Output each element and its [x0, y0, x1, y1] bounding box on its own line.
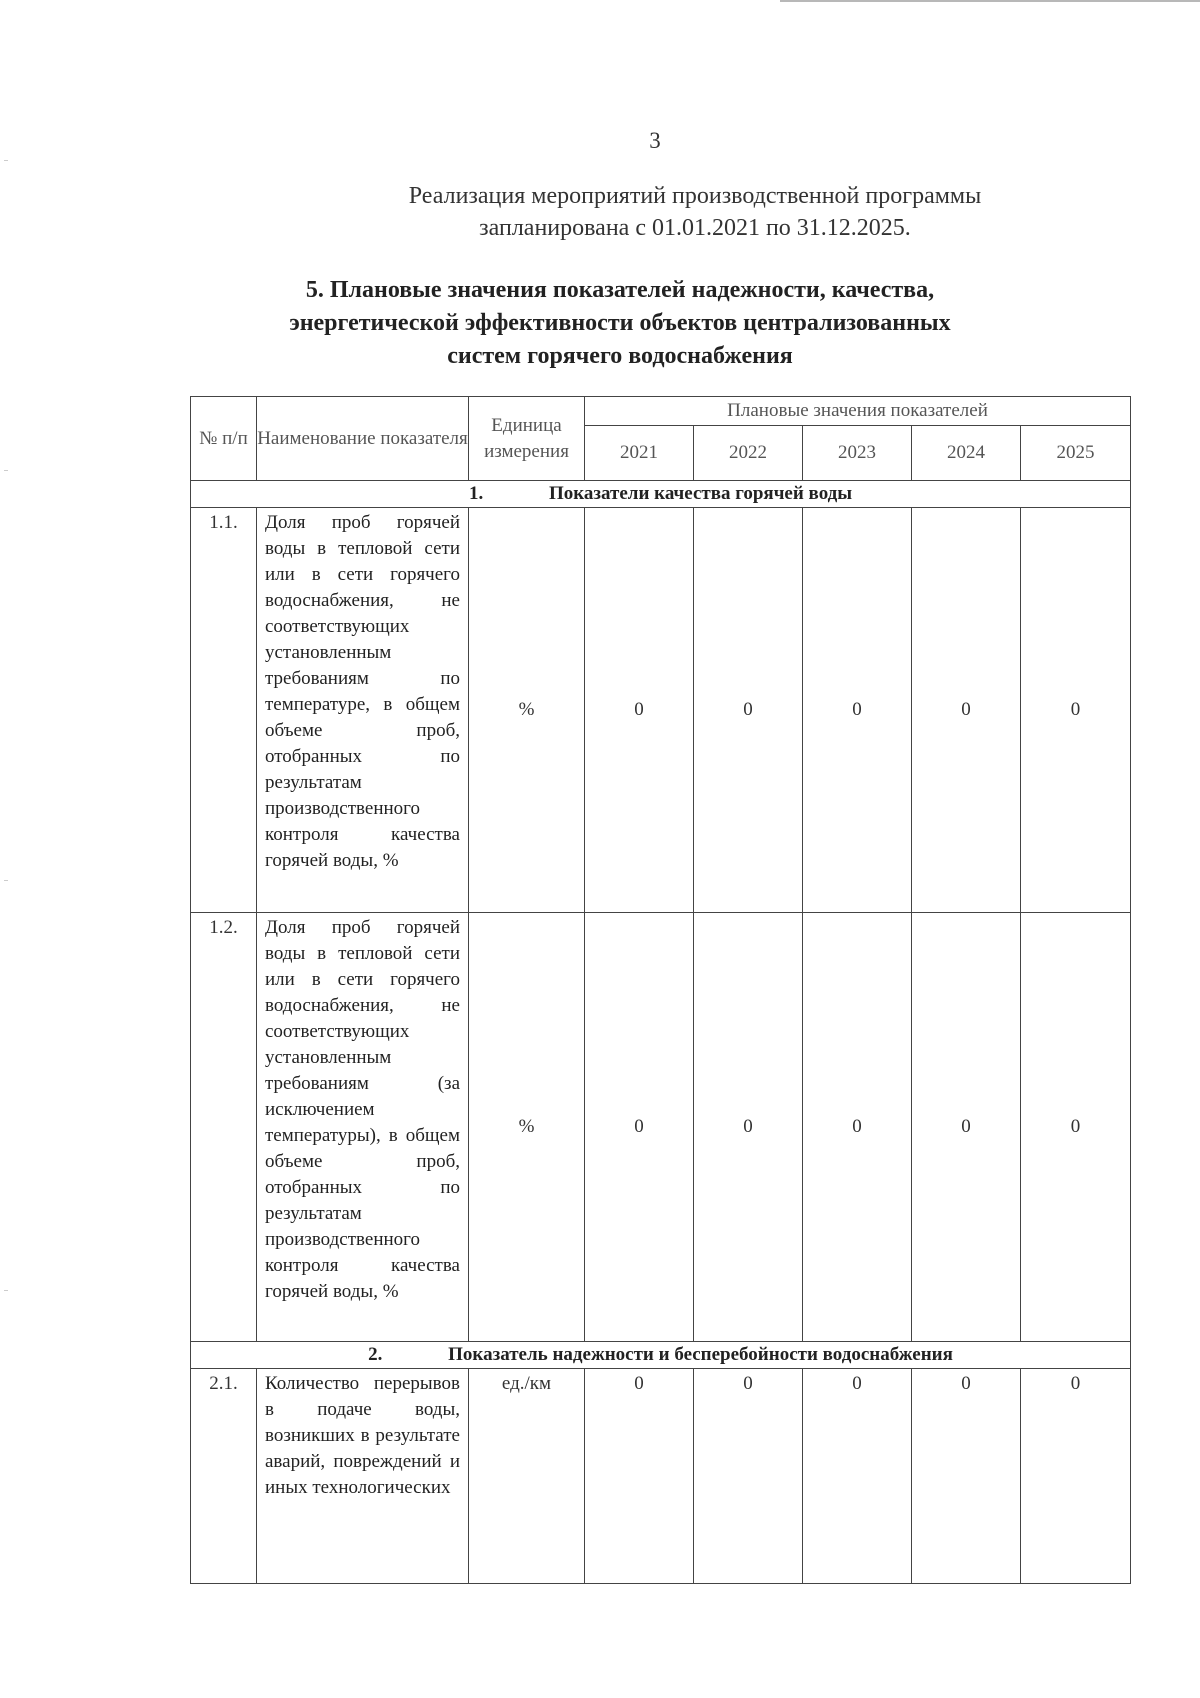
row-value: 0 — [585, 1369, 694, 1584]
section-heading — [191, 481, 1131, 508]
row-value: 0 — [585, 913, 694, 1342]
indicators-table — [190, 396, 1131, 1584]
table-row — [191, 1369, 1131, 1584]
header-year: 2023 — [803, 426, 912, 481]
header-row — [191, 397, 1131, 426]
section-title-text: Показатели качества горячей воды — [548, 483, 853, 504]
intro-line-1: Реализация мероприятий производственной программы — [408, 183, 982, 209]
section-heading — [191, 1342, 1131, 1369]
row-value: 0 — [585, 508, 694, 913]
row-number: 1.1. — [191, 508, 257, 913]
header-year: 2022 — [694, 426, 803, 481]
header-name: Наименование показателя — [257, 397, 469, 481]
header-unit: Единица измерения — [469, 397, 585, 481]
row-name: Доля проб горячей воды в тепловой сети или в сети горячего водоснабжения, не соответствующих установленным требованиям (за исключением температуры), в общем объеме проб, отобранных по результатам производственного контроля качества горячей воды, % — [257, 913, 469, 1342]
section-number: 2. — [368, 1344, 383, 1365]
row-value: 0 — [694, 1369, 803, 1584]
intro-paragraph — [0, 180, 1200, 244]
row-value: 0 — [1021, 1369, 1131, 1584]
row-value: 0 — [1021, 508, 1131, 913]
row-value: 0 — [912, 913, 1021, 1342]
row-unit: % — [469, 508, 585, 913]
row-value: 0 — [912, 1369, 1021, 1584]
page-number: 3 — [649, 128, 661, 153]
top-edge-rule — [780, 0, 1200, 2]
row-value: 0 — [803, 508, 912, 913]
section-number: 1. — [468, 483, 484, 504]
row-number: 1.2. — [191, 913, 257, 1342]
section-title-line-3: систем горячего водоснабжения — [447, 343, 793, 369]
header-year: 2025 — [1021, 426, 1131, 481]
section-row — [191, 481, 1131, 508]
scan-edge-marks — [4, 0, 8, 1698]
table-row — [191, 913, 1131, 1342]
table-row — [191, 508, 1131, 913]
section-title-line-2: энергетической эффективности объектов централизованных — [289, 310, 951, 336]
row-number: 2.1. — [191, 1369, 257, 1584]
header-number: № п/п — [191, 397, 257, 481]
section-row — [191, 1342, 1131, 1369]
row-name: Доля проб горячей воды в тепловой сети или в сети горячего водоснабжения, не соответствующих установленным требованиям по температуре, в общем объеме проб, отобранных по результатам производственного контроля качества горячей воды, % — [257, 508, 469, 913]
header-planned-values: Плановые значения показателей — [585, 397, 1131, 426]
row-value: 0 — [803, 913, 912, 1342]
row-value: 0 — [1021, 913, 1131, 1342]
section-title-line-1: 5. Плановые значения показателей надежности, качества, — [305, 277, 935, 303]
row-name: Количество перерывов в подаче воды, возникших в результате аварий, повреждений и иных технологических — [257, 1369, 469, 1584]
row-value: 0 — [694, 913, 803, 1342]
row-unit: % — [469, 913, 585, 1342]
header-year: 2021 — [585, 426, 694, 481]
intro-line-2: запланирована с 01.01.2021 по 31.12.2025. — [479, 215, 911, 241]
row-value: 0 — [912, 508, 1021, 913]
row-value: 0 — [694, 508, 803, 913]
row-value: 0 — [803, 1369, 912, 1584]
row-unit: ед./км — [469, 1369, 585, 1584]
section-title — [0, 274, 1200, 373]
section-title-text: Показатель надежности и бесперебойности водоснабжения — [448, 1344, 953, 1365]
header-year: 2024 — [912, 426, 1021, 481]
